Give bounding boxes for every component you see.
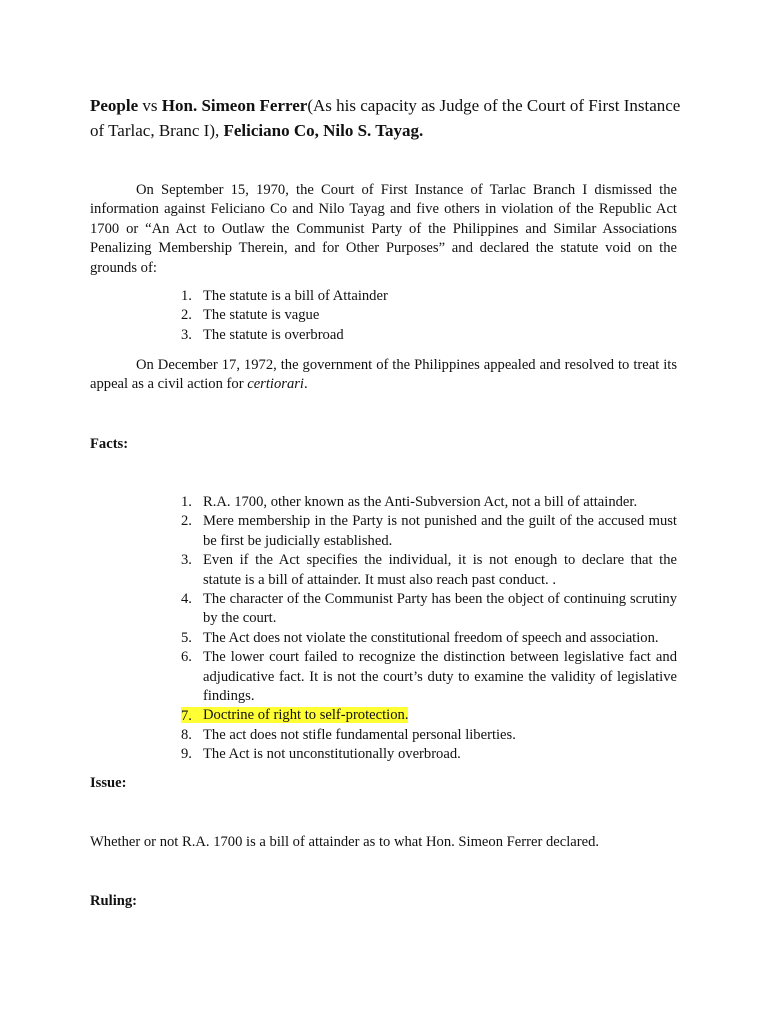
certiorari-term: certiorari [247, 376, 304, 393]
title-vs: vs [138, 96, 162, 115]
highlight-mark: 7. Doctrine of right to self-protection. [181, 707, 409, 725]
list-item: 3. The statute is overbroad [181, 326, 344, 343]
facts-heading: Facts: [90, 436, 129, 452]
list-item: 9. The Act is not unconstitutionally overbroad. [181, 746, 461, 763]
issue-text: Whether or not R.A. 1700 is a bill of attainder as to what Hon. Simeon Ferrer declared. [90, 834, 600, 850]
list-item: 2. Mere membership in the Party is not punished and the guilt of the accused must be first be judicially established. [181, 513, 677, 549]
ruling-heading: Ruling: [90, 893, 138, 909]
list-item: 8. The act does not stifle fundamental personal liberties. [181, 726, 516, 743]
list-item: 1. The statute is a bill of Attainder [181, 288, 388, 304]
list-item: 2. The statute is vague [181, 307, 320, 324]
title-judge: Hon. Simeon Ferrer [161, 96, 308, 115]
intro-paragraph: On September 15, 1970, the Court of First Instance of Tarlac Branch I dismissed the information against Feliciano Co and Nilo Tayag and five others in violation of the Republic Act 1700 or “An Act to Outlaw the Communist Party of the Philippines and Similar Associations Penalizing Membership Therein, and for Other Purposes” and declared the statute void on the grounds of: [90, 182, 677, 276]
case-title [90, 93, 690, 143]
list-item: 6. The lower court failed to recognize the distinction between legislative fact and adjudicative fact. It is not the court’s duty to examine the validity of legislative findings. [181, 649, 677, 705]
appeal-paragraph: On December 17, 1972, the government of the Philippines appealed and resolved to treat its appeal as a civil action for certiorari. [90, 357, 677, 393]
list-item: 4. The character of the Communist Party has been the object of continuing scrutiny by the court. [181, 591, 677, 627]
grounds-list [181, 287, 677, 345]
list-item: 1. R.A. 1700, other known as the Anti-Subversion Act, not a bill of attainder. [181, 494, 638, 510]
list-item-highlighted [181, 706, 677, 725]
title-people: People [90, 96, 139, 115]
title-respondents: Feliciano Co, Nilo S. Tayag. [223, 121, 424, 140]
list-item: 3. Even if the Act specifies the individual, it is not enough to declare that the statute is a bill of attainder. It must also reach past conduct. . [181, 552, 677, 588]
title-capacity: (As his capacity as Judge of the Court of First Instance of Tarlac, Branc I), [90, 96, 681, 140]
issue-heading: Issue: [90, 775, 127, 791]
list-item: 5. The Act does not violate the constitutional freedom of speech and association. [181, 629, 659, 646]
facts-list [181, 493, 677, 765]
